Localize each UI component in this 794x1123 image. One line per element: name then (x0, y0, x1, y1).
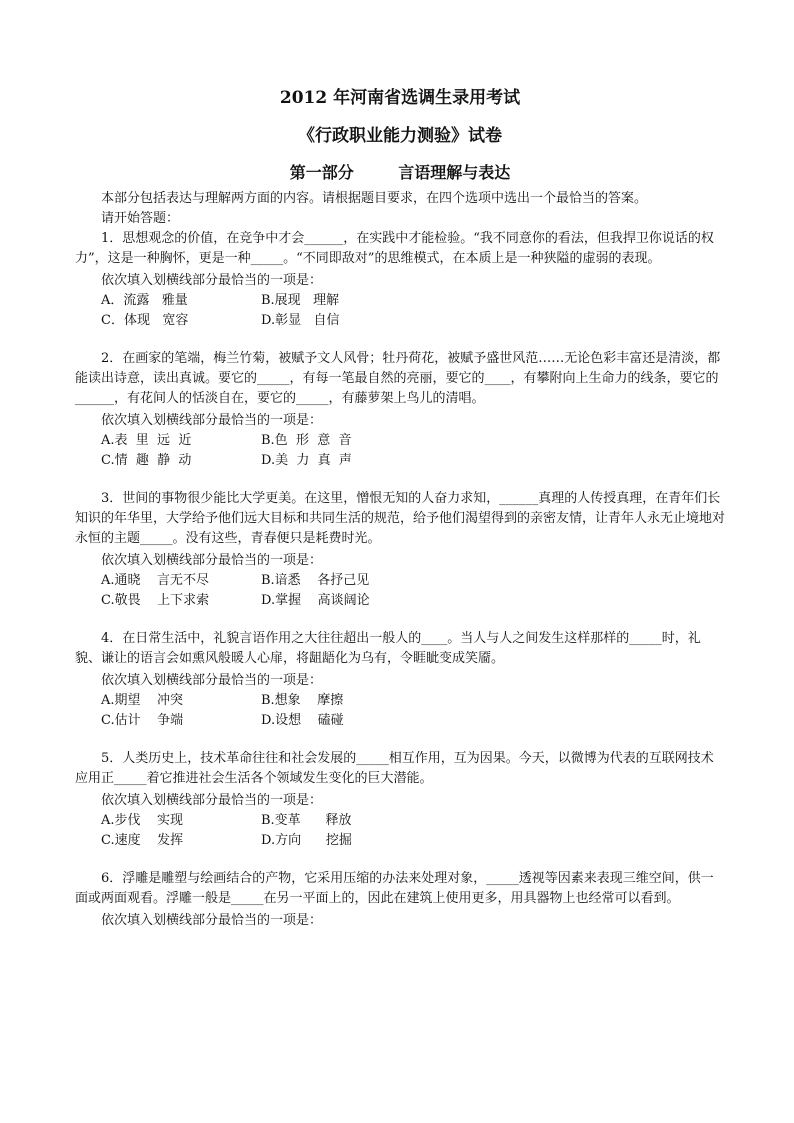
option-b: B.变革 释放 (261, 813, 352, 828)
option-row (75, 591, 725, 611)
question-prompt: 依次填入划横线部分最恰当的一项是： (101, 793, 323, 808)
question-text: 4．在日常生活中，礼貌言语作用之大往往超出一般人的____。当人与人之间发生这样那样的_____时，礼貌、谦让的语言会如熏风般暖人心扉，将龃龉化为乌有，令睚眦变成笑靥。 (75, 631, 701, 666)
option-row (75, 831, 725, 851)
section-heading: 第一部分 言语理解与表达 (289, 163, 511, 182)
question-6 (75, 869, 725, 931)
option-b: B.想象 摩擦 (261, 693, 344, 708)
question-text: 1．思想观念的价值，在竞争中才会______，在实践中才能检验。“我不同意你的看法，但我捍卫你说话的权力”，这是一种胸怀，更是一种_____。“不同即敌对”的思维模式，在本质上是一种狭隘的虚弱的表现。 (75, 231, 714, 266)
option-c: C．体现 宽容 (101, 313, 189, 328)
option-c: C.速度 发挥 (101, 833, 184, 848)
option-row (75, 691, 725, 711)
option-b: B.谙悉 各抒己见 (261, 573, 370, 588)
question-prompt: 依次填入划横线部分最恰当的一项是： (101, 273, 323, 288)
option-b: B.色 形 意 音 (261, 433, 352, 448)
question-2 (75, 349, 725, 471)
option-row (75, 291, 725, 311)
option-a: A.表 里 远 近 (101, 433, 192, 448)
question-1 (75, 229, 725, 331)
option-a: A.步伐 实现 (101, 813, 184, 828)
exam-page (75, 88, 725, 949)
option-d: D.方向 挖掘 (261, 833, 352, 848)
question-prompt: 依次填入划横线部分最恰当的一项是： (101, 413, 323, 428)
question-prompt: 依次填入划横线部分最恰当的一项是： (101, 913, 323, 928)
option-row (75, 431, 725, 451)
option-row (75, 571, 725, 591)
question-4 (75, 629, 725, 731)
question-3 (75, 489, 725, 611)
option-row (75, 811, 725, 831)
question-text: 3．世间的事物很少能比大学更美。在这里，憎恨无知的人奋力求知，______真理的人传授真理，在青年们长知识的年华里，大学给予他们远大目标和共同生活的规范，给予他们渴望得到的亲密友情，让青年人永无止境地对永恒的主题_____。没有这些，青春便只是耗费时光。 (75, 491, 726, 546)
option-row (75, 711, 725, 731)
intro-text: 本部分包括表达与理解两方面的内容。请根据题目要求，在四个选项中选出一个最恰当的答案。 (101, 191, 648, 206)
option-c: C.敬畏 上下求索 (101, 593, 210, 608)
option-b: B.展现 理解 (261, 293, 340, 308)
intro-start: 请开始答题： (101, 211, 180, 226)
question-text: 6．浮雕是雕塑与绘画结合的产物，它采用压缩的办法来处理对象，_____透视等因素来表现三维空间，供一面或两面观看。浮雕一般是_____在另一平面上的，因此在建筑上使用更多，用具器物上也经常可以看到。 (75, 871, 714, 906)
option-d: D.掌握 高谈阔论 (261, 593, 370, 608)
option-c: C.情 趣 静 动 (101, 453, 192, 468)
option-d: D.彰显 自信 (261, 313, 340, 328)
option-a: A.通晓 言无不尽 (101, 573, 210, 588)
option-d: D.美 力 真 声 (261, 453, 352, 468)
exam-subtitle: 《行政职业能力测验》试卷 (298, 126, 502, 146)
option-row (75, 311, 725, 331)
exam-title: 2012 年河南省选调生录用考试 (279, 88, 521, 108)
option-a: A.期望 冲突 (101, 693, 184, 708)
option-a: A．流露 雅量 (101, 293, 188, 308)
question-text: 5．人类历史上，技术革命往往和社会发展的_____相互作用，互为因果。今天，以微博为代表的互联网技术应用正_____着它推进社会生活各个领域发生变化的巨大潜能。 (75, 751, 714, 786)
option-row (75, 451, 725, 471)
question-text: 2．在画家的笔端，梅兰竹菊，被赋予文人风骨；牡丹荷花，被赋予盛世风范……无论色彩丰富还是清淡，都能读出诗意，读出真诚。要它的_____，有每一笔最自然的亮丽，要它的____，有攀附向上生命力的线条，要它的______，有花间人的恬淡自在，要它的_____，有藤萝架上鸟儿的清唱。 (75, 351, 721, 406)
question-prompt: 依次填入划横线部分最恰当的一项是： (101, 553, 323, 568)
option-d: D.设想 磕碰 (261, 713, 344, 728)
question-prompt: 依次填入划横线部分最恰当的一项是： (101, 673, 323, 688)
question-5 (75, 749, 725, 851)
option-c: C.估计 争端 (101, 713, 184, 728)
